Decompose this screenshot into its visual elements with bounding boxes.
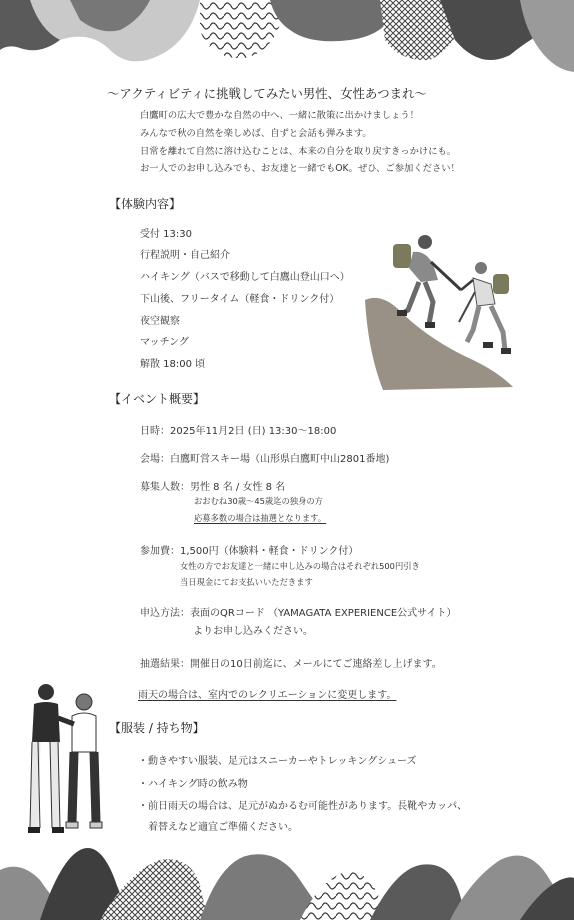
event-apply: 申込方法：表面のQRコード （YAMAGATA EXPERIENCE公式サイト） — [140, 608, 457, 619]
experience-heading: 【体験内容】 — [109, 197, 182, 211]
mountain-decoration-bottom — [0, 840, 574, 920]
experience-item: マッチング — [140, 337, 189, 348]
event-fee: 参加費：1,500円（体験料・軽食・ドリンク付） — [140, 546, 359, 557]
experience-item: ハイキング（バスで移動して白鷹山登山口へ） — [140, 272, 350, 283]
intro-line-4: お一人でのお申し込みでも、お友達と一緒でもOK。ぜひ、ご参加ください！ — [140, 163, 460, 174]
page-title: 〜アクティビティに挑戦してみたい男性、女性あつまれ〜 — [107, 86, 427, 101]
experience-item: 行程説明・自己紹介 — [140, 250, 230, 261]
event-fee-sub: 女性の方でお友達と一緒に申し込みの場合はそれぞれ500円引き — [180, 561, 420, 571]
event-fee-sub: 当日現金にてお支払いいただきます — [180, 577, 313, 587]
intro-line-2: みんなで秋の自然を楽しめば、自ずと会話も弾みます。 — [140, 128, 372, 139]
couple-illustration — [24, 682, 106, 844]
experience-item: 受付 13:30 — [140, 229, 192, 240]
event-recruit: 募集人数：男性 8 名 / 女性 8 名 — [140, 482, 286, 493]
belongings-heading: 【服装 / 持ち物】 — [109, 721, 205, 735]
overview-heading: 【イベント概要】 — [109, 392, 206, 406]
event-recruit-note: 応募多数の場合は抽選となります。 — [194, 513, 327, 523]
event-lottery: 抽選結果：開催日の10日前迄に、メールにてご連絡差し上げます。 — [140, 659, 442, 670]
event-date: 日時：2025年11月2日 (日) 13:30〜18:00 — [140, 426, 337, 437]
event-apply-sub: よりお申し込みください。 — [193, 626, 313, 637]
belongings-item: ・ハイキング時の飲み物 — [138, 779, 248, 790]
experience-item: 解散 18:00 頃 — [140, 359, 206, 370]
rain-note: 雨天の場合は、室内でのレクリエーションに変更します。 — [138, 690, 397, 701]
belongings-item: ・前日雨天の場合は、足元がぬかるむ可能性があります。長靴やカッパ、 — [138, 801, 468, 812]
mountain-decoration-top — [0, 0, 574, 78]
experience-item: 夜空観察 — [140, 316, 180, 327]
intro-line-3: 日常を離れて自然に溶け込むことは、本来の自分を取り戻すきっかけにも。 — [140, 146, 457, 157]
experience-item: 下山後、フリータイム（軽食・ドリンク付） — [140, 294, 340, 305]
belongings-item: ・動きやすい服装、足元はスニーカーやトレッキングシューズ — [138, 756, 417, 767]
event-venue: 会場：白鷹町営スキー場（山形県白鷹町中山2801番地) — [140, 454, 390, 465]
event-recruit-sub: おおむね30歳〜45歳迄の独身の方 — [194, 496, 323, 506]
hiker-illustration — [363, 232, 543, 392]
belongings-item-cont: 着替えなど適宜ご準備ください。 — [148, 822, 298, 833]
intro-line-1: 白鷹町の広大で豊かな自然の中へ、一緒に散策に出かけましょう！ — [140, 110, 419, 121]
